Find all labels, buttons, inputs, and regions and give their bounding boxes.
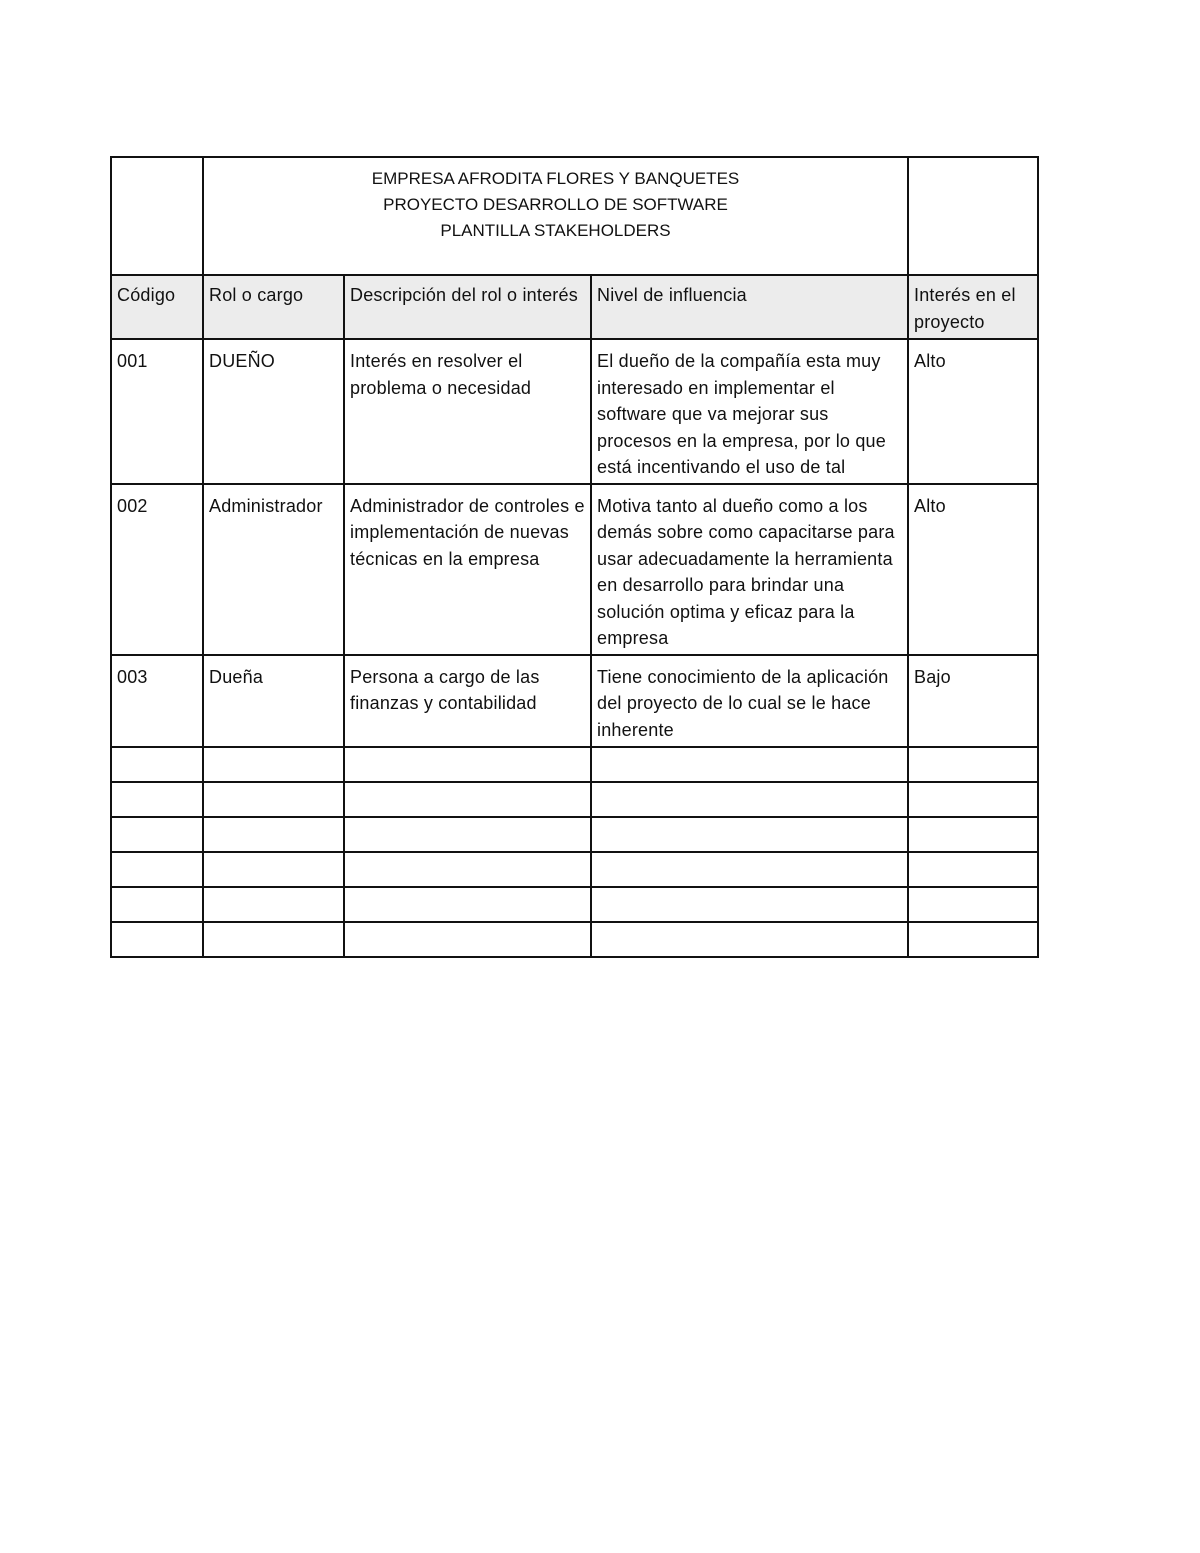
cell-rol: Dueña (203, 655, 344, 747)
empty-cell (591, 782, 908, 817)
empty-cell (344, 817, 591, 852)
empty-table-row (111, 817, 1038, 852)
empty-cell (344, 782, 591, 817)
empty-cell (591, 747, 908, 782)
empty-cell (203, 887, 344, 922)
empty-cell (591, 922, 908, 957)
empty-cell (908, 817, 1038, 852)
cell-codigo: 003 (111, 655, 203, 747)
empty-table-row (111, 922, 1038, 957)
stakeholders-table (110, 156, 1039, 958)
empty-cell (203, 782, 344, 817)
empty-cell (344, 922, 591, 957)
title-left-empty-cell (111, 157, 203, 275)
cell-interes: Alto (908, 339, 1038, 484)
empty-cell (203, 817, 344, 852)
empty-cell (203, 922, 344, 957)
header-codigo: Código (111, 275, 203, 339)
cell-interes: Bajo (908, 655, 1038, 747)
empty-table-row (111, 782, 1038, 817)
empty-cell (203, 852, 344, 887)
table-header-row (111, 275, 1038, 339)
company-name: EMPRESA AFRODITA FLORES Y BANQUETES (371, 169, 740, 188)
empty-cell (111, 922, 203, 957)
header-descripcion: Descripción del rol o interés (344, 275, 591, 339)
cell-interes: Alto (908, 484, 1038, 655)
cell-descripcion: Administrador de controles e implementación de nuevas técnicas en la empresa (344, 484, 591, 655)
empty-cell (591, 887, 908, 922)
empty-cell (908, 922, 1038, 957)
cell-influencia: Tiene conocimiento de la aplicación del proyecto de lo cual se le hace inherente (591, 655, 908, 747)
empty-cell (111, 747, 203, 782)
cell-descripcion: Persona a cargo de las finanzas y contabilidad (344, 655, 591, 747)
cell-rol: DUEÑO (203, 339, 344, 484)
template-name: PLANTILLA STAKEHOLDERS (440, 221, 671, 240)
empty-cell (591, 817, 908, 852)
cell-rol: Administrador (203, 484, 344, 655)
empty-cell (908, 852, 1038, 887)
cell-influencia: Motiva tanto al dueño como a los demás sobre como capacitarse para usar adecuadamente la herramienta en desarrollo para brindar una solución optima y eficaz para la empresa (591, 484, 908, 655)
table-row (111, 339, 1038, 484)
empty-cell (111, 887, 203, 922)
project-name: PROYECTO DESARROLLO DE SOFTWARE (383, 195, 728, 214)
empty-cell (344, 887, 591, 922)
header-rol: Rol o cargo (203, 275, 344, 339)
cell-influencia: El dueño de la compañía esta muy interesado en implementar el software que va mejorar sus procesos en la empresa, por lo que está incentivando el uso de tal (591, 339, 908, 484)
header-interes: Interés en el proyecto (908, 275, 1038, 339)
header-influencia: Nivel de influencia (591, 275, 908, 339)
cell-codigo: 001 (111, 339, 203, 484)
empty-table-row (111, 887, 1038, 922)
empty-cell (111, 852, 203, 887)
empty-cell (203, 747, 344, 782)
empty-cell (591, 852, 908, 887)
empty-table-row (111, 747, 1038, 782)
empty-cell (344, 852, 591, 887)
title-row (111, 157, 1038, 275)
empty-cell (111, 817, 203, 852)
stakeholders-sheet (110, 156, 1037, 958)
empty-cell (344, 747, 591, 782)
cell-codigo: 002 (111, 484, 203, 655)
empty-cell (908, 887, 1038, 922)
cell-descripcion: Interés en resolver el problema o necesidad (344, 339, 591, 484)
title-right-empty-cell (908, 157, 1038, 275)
empty-cell (908, 747, 1038, 782)
table-row (111, 655, 1038, 747)
empty-cell (908, 782, 1038, 817)
empty-cell (111, 782, 203, 817)
empty-table-row (111, 852, 1038, 887)
table-row (111, 484, 1038, 655)
document-title (203, 157, 908, 275)
